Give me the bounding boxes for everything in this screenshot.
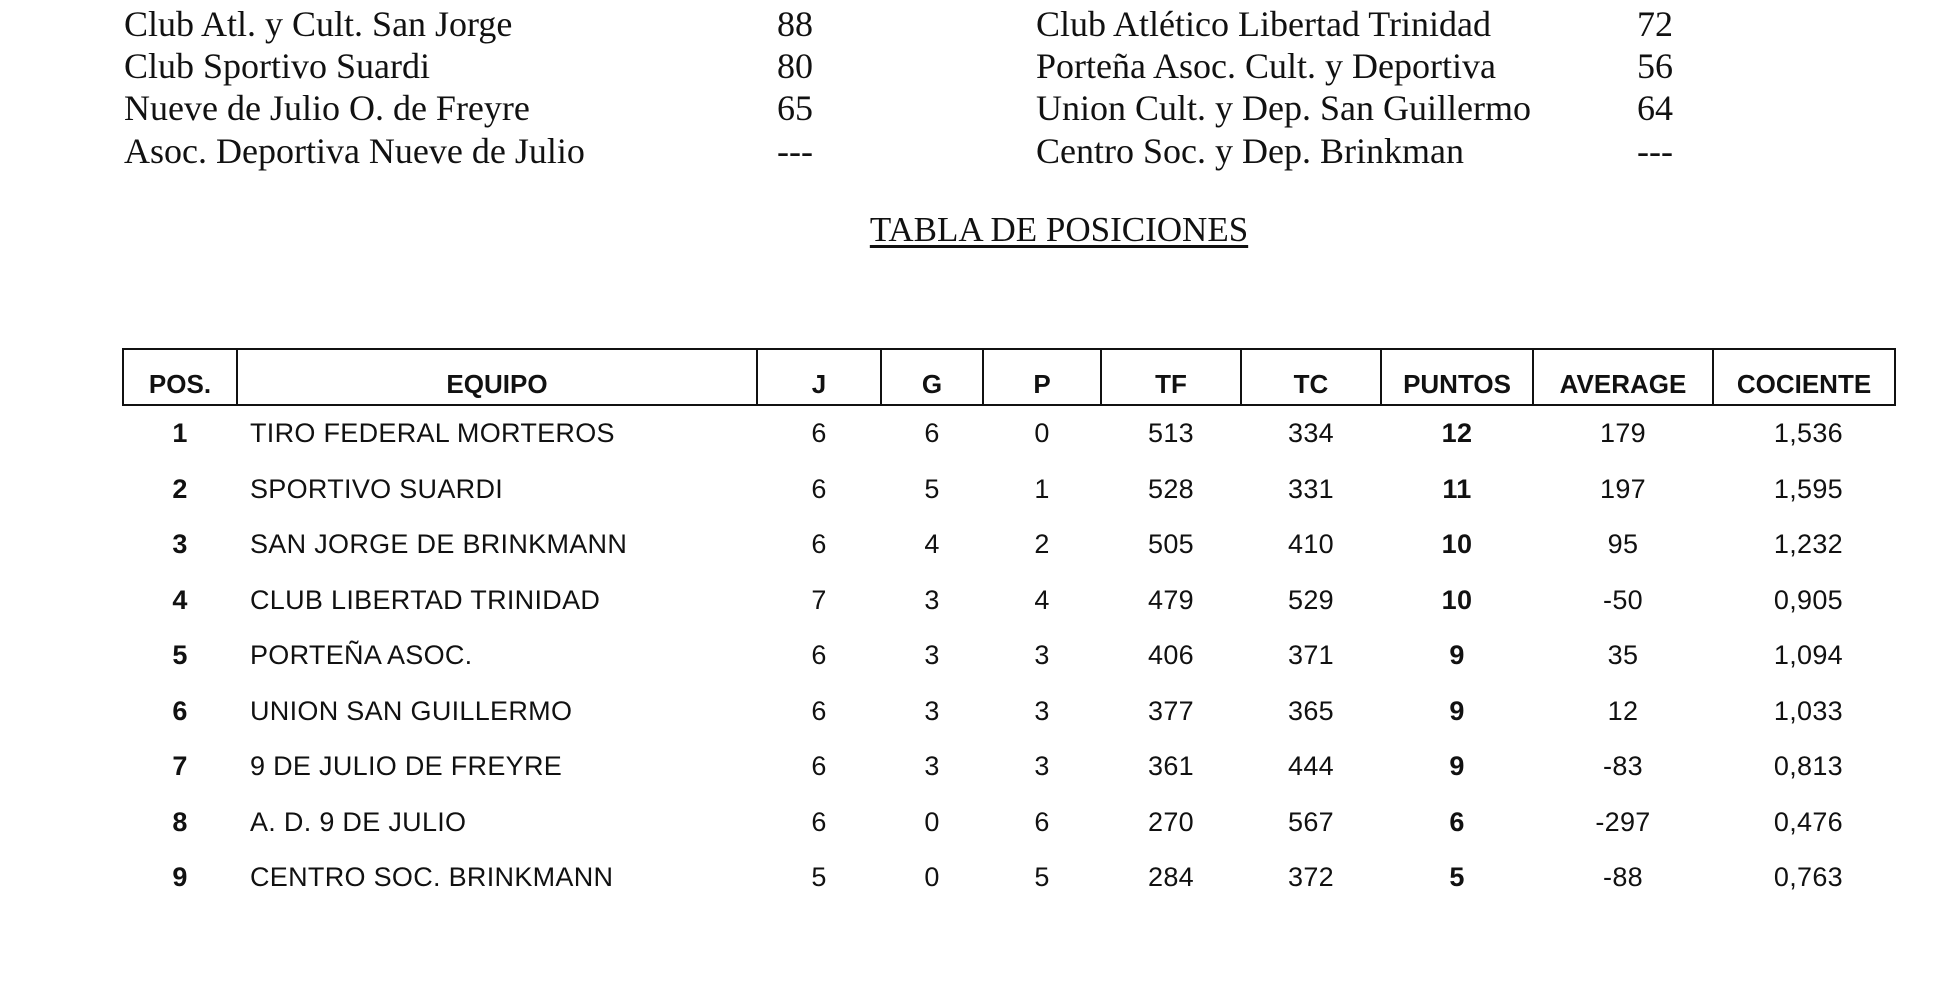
team-score: 64 xyxy=(1637,88,1673,128)
team-score: 56 xyxy=(1637,46,1673,86)
points-cell: 5 xyxy=(1449,862,1465,893)
lost-cell: 5 xyxy=(1034,862,1050,893)
column-header-average: AVERAGE xyxy=(1533,349,1713,405)
points-cell: 11 xyxy=(1442,473,1472,504)
points-against-cell: 410 xyxy=(1288,529,1334,560)
lost-cell: 3 xyxy=(1034,695,1050,726)
column-header-tc: TC xyxy=(1241,349,1381,405)
team-cell: SPORTIVO SUARDI xyxy=(250,473,504,504)
table-row xyxy=(123,795,1895,851)
team-name: Asoc. Deportiva Nueve de Julio xyxy=(124,131,585,171)
lost-cell: 3 xyxy=(1034,640,1050,671)
points-against-cell: 529 xyxy=(1288,584,1334,615)
won-cell: 5 xyxy=(924,473,940,504)
average-cell: 179 xyxy=(1600,418,1646,449)
team-score: 72 xyxy=(1637,4,1673,44)
played-cell: 6 xyxy=(811,806,827,837)
points-against-cell: 444 xyxy=(1288,751,1334,782)
played-cell: 6 xyxy=(811,529,827,560)
played-cell: 6 xyxy=(811,418,827,449)
played-cell: 5 xyxy=(811,862,827,893)
position-cell: 5 xyxy=(172,640,188,671)
points-against-cell: 371 xyxy=(1288,640,1334,671)
points-against-cell: 372 xyxy=(1288,862,1334,893)
points-cell: 9 xyxy=(1449,695,1465,726)
standings-table xyxy=(122,348,1896,906)
team-name: Club Atlético Libertad Trinidad xyxy=(1036,4,1491,44)
won-cell: 0 xyxy=(924,862,940,893)
average-cell: 197 xyxy=(1600,473,1646,504)
team-score: 65 xyxy=(777,88,813,128)
team-name: Club Atl. y Cult. San Jorge xyxy=(124,4,513,44)
team-name: Porteña Asoc. Cult. y Deportiva xyxy=(1036,46,1496,86)
won-cell: 6 xyxy=(924,418,940,449)
position-cell: 2 xyxy=(172,473,188,504)
played-cell: 6 xyxy=(811,751,827,782)
played-cell: 6 xyxy=(811,473,827,504)
points-cell: 10 xyxy=(1441,584,1473,615)
position-cell: 8 xyxy=(172,806,188,837)
team-name: Club Sportivo Suardi xyxy=(124,46,431,86)
played-cell: 7 xyxy=(811,584,827,615)
won-cell: 0 xyxy=(924,806,940,837)
average-cell: 35 xyxy=(1607,640,1639,671)
points-for-cell: 361 xyxy=(1148,751,1194,782)
quotient-cell: 0,813 xyxy=(1773,751,1843,782)
points-cell: 12 xyxy=(1441,418,1473,449)
team-name: Centro Soc. y Dep. Brinkman xyxy=(1036,131,1464,171)
lost-cell: 6 xyxy=(1034,806,1050,837)
team-name: Nueve de Julio O. de Freyre xyxy=(124,88,530,128)
points-for-cell: 528 xyxy=(1148,473,1194,504)
points-against-cell: 334 xyxy=(1288,418,1334,449)
table-row xyxy=(123,573,1895,629)
quotient-cell: 0,476 xyxy=(1773,806,1843,837)
won-cell: 3 xyxy=(924,695,940,726)
team-cell: PORTEÑA ASOC. xyxy=(250,640,473,671)
team-cell: A. D. 9 DE JULIO xyxy=(250,806,467,837)
results-row xyxy=(0,3,1937,46)
average-cell: 95 xyxy=(1607,529,1639,560)
points-cell: 10 xyxy=(1441,529,1473,560)
points-against-cell: 365 xyxy=(1288,695,1334,726)
table-row xyxy=(123,739,1895,795)
team-score: --- xyxy=(1637,131,1673,171)
average-cell: -297 xyxy=(1595,806,1651,837)
won-cell: 3 xyxy=(924,584,940,615)
points-cell: 6 xyxy=(1449,806,1465,837)
lost-cell: 3 xyxy=(1034,751,1050,782)
won-cell: 4 xyxy=(924,529,940,560)
results-list xyxy=(0,0,1937,180)
team-score: 80 xyxy=(777,46,813,86)
team-name: Union Cult. y Dep. San Guillermo xyxy=(1036,88,1531,128)
position-cell: 3 xyxy=(172,529,188,560)
column-header-p: P xyxy=(983,349,1101,405)
standings-body xyxy=(123,405,1895,906)
quotient-cell: 1,033 xyxy=(1773,695,1843,726)
table-row xyxy=(123,628,1895,684)
quotient-cell: 1,232 xyxy=(1773,529,1843,560)
results-row xyxy=(0,87,1937,130)
position-cell: 1 xyxy=(172,418,188,449)
points-for-cell: 406 xyxy=(1148,640,1194,671)
table-title: TABLA DE POSICIONES xyxy=(869,210,1249,249)
column-header-tf: TF xyxy=(1101,349,1241,405)
points-against-cell: 331 xyxy=(1288,473,1334,504)
points-for-cell: 513 xyxy=(1148,418,1194,449)
average-cell: -50 xyxy=(1603,584,1643,615)
position-cell: 4 xyxy=(172,584,188,615)
column-header-puntos: PUNTOS xyxy=(1381,349,1533,405)
quotient-cell: 0,763 xyxy=(1773,862,1843,893)
table-row xyxy=(123,405,1895,462)
team-cell: 9 DE JULIO DE FREYRE xyxy=(250,751,563,782)
table-row xyxy=(123,684,1895,740)
team-cell: SAN JORGE DE BRINKMANN xyxy=(250,529,628,560)
column-header-j: J xyxy=(757,349,881,405)
lost-cell: 1 xyxy=(1034,473,1050,504)
position-cell: 6 xyxy=(172,695,188,726)
points-for-cell: 377 xyxy=(1148,695,1194,726)
lost-cell: 0 xyxy=(1034,418,1050,449)
lost-cell: 2 xyxy=(1034,529,1050,560)
points-for-cell: 505 xyxy=(1148,529,1194,560)
table-row xyxy=(123,517,1895,573)
position-cell: 7 xyxy=(172,751,188,782)
quotient-cell: 1,094 xyxy=(1773,640,1843,671)
team-cell: UNION SAN GUILLERMO xyxy=(250,695,573,726)
table-row xyxy=(123,462,1895,518)
team-cell: TIRO FEDERAL MORTEROS xyxy=(250,418,615,449)
points-for-cell: 284 xyxy=(1148,862,1194,893)
points-for-cell: 270 xyxy=(1148,806,1194,837)
average-cell: -83 xyxy=(1603,751,1643,782)
won-cell: 3 xyxy=(924,640,940,671)
points-against-cell: 567 xyxy=(1288,806,1334,837)
won-cell: 3 xyxy=(924,751,940,782)
points-cell: 9 xyxy=(1449,640,1465,671)
average-cell: 12 xyxy=(1607,695,1639,726)
points-for-cell: 479 xyxy=(1148,584,1194,615)
lost-cell: 4 xyxy=(1034,584,1050,615)
standings-header xyxy=(123,349,1895,405)
column-header-cociente: COCIENTE xyxy=(1713,349,1895,405)
played-cell: 6 xyxy=(811,695,827,726)
team-cell: CLUB LIBERTAD TRINIDAD xyxy=(250,584,601,615)
team-cell: CENTRO SOC. BRINKMANN xyxy=(250,862,614,893)
quotient-cell: 0,905 xyxy=(1773,584,1843,615)
results-row xyxy=(0,45,1937,88)
column-header-pos: POS. xyxy=(123,349,237,405)
points-cell: 9 xyxy=(1449,751,1465,782)
column-header-g: G xyxy=(881,349,983,405)
quotient-cell: 1,536 xyxy=(1773,418,1843,449)
team-score: 88 xyxy=(777,4,813,44)
results-row xyxy=(0,130,1937,173)
played-cell: 6 xyxy=(811,640,827,671)
team-score: --- xyxy=(777,131,813,171)
position-cell: 9 xyxy=(172,862,188,893)
table-row xyxy=(123,850,1895,906)
quotient-cell: 1,595 xyxy=(1773,473,1843,504)
average-cell: -88 xyxy=(1603,862,1643,893)
column-header-equipo: EQUIPO xyxy=(237,349,757,405)
